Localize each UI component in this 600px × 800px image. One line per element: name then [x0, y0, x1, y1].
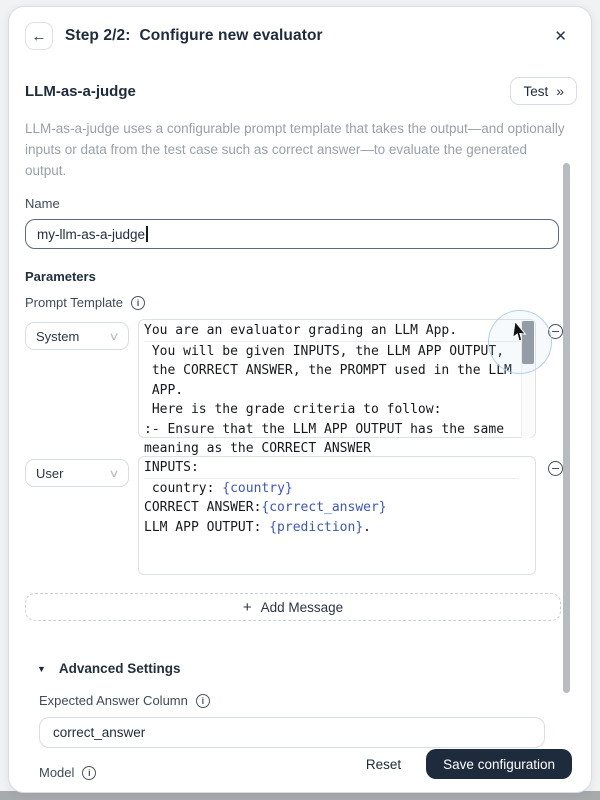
remove-message-button[interactable]: [548, 461, 563, 476]
evaluator-description: LLM-as-a-judge uses a configurable prompt template that takes the output—and optionally inputs or data from the test case such as correct answer—to evaluate the generated output.: [25, 121, 565, 178]
evaluator-header: [25, 77, 575, 105]
double-chevron-right-icon: »: [556, 83, 564, 99]
advanced-settings-label: Advanced Settings: [58, 661, 181, 676]
prompt-template-row: [25, 295, 575, 310]
save-configuration-button[interactable]: Save configuration: [426, 749, 572, 779]
info-icon[interactable]: i: [131, 296, 145, 310]
dialog-header: [25, 21, 575, 51]
minus-circle-icon: [548, 324, 563, 339]
evaluator-title: LLM-as-a-judge: [25, 82, 136, 100]
advanced-settings-toggle[interactable]: [37, 661, 180, 676]
caret-down-icon: ▼: [37, 663, 46, 674]
back-button[interactable]: [25, 22, 53, 50]
back-arrow-icon: ←: [31, 27, 47, 45]
editor-scrollbar[interactable]: [521, 321, 534, 438]
add-message-button[interactable]: [25, 593, 561, 621]
name-input[interactable]: [25, 219, 559, 249]
prompt-editor[interactable]: [138, 319, 536, 456]
prompt-messages: [25, 319, 575, 575]
add-message-label: Add Message: [260, 599, 344, 615]
prompt-editor[interactable]: [138, 456, 536, 575]
chevron-down-icon: ∨: [108, 467, 120, 480]
dialog-title-text: Configure new evaluator: [139, 27, 323, 44]
name-label: Name: [25, 196, 60, 211]
parameters-section-label: Parameters: [25, 269, 96, 284]
configure-evaluator-dialog: [8, 6, 592, 793]
model-label: Model: [39, 765, 75, 780]
dialog-title: [65, 27, 323, 45]
message-row: [25, 319, 563, 456]
expected-answer-row: [39, 693, 575, 708]
chevron-down-icon: ∨: [108, 330, 120, 343]
modal-scrollbar-thumb[interactable]: [563, 163, 570, 693]
template-variable: {country}: [222, 480, 293, 496]
prompt-template-label: Prompt Template: [25, 295, 124, 310]
template-variable: {prediction}: [269, 519, 364, 535]
test-button[interactable]: [510, 77, 577, 105]
reset-button[interactable]: Reset: [365, 756, 402, 772]
remove-message-button[interactable]: [548, 324, 563, 339]
name-input-value: my-llm-as-a-judge: [37, 226, 146, 242]
text-cursor: [146, 226, 148, 242]
test-button-label: Test: [523, 83, 549, 99]
info-icon[interactable]: i: [196, 694, 210, 708]
message-role-label: User: [36, 465, 64, 481]
prompt-editor-text: You are an evaluator grading an LLM App. You will be given INPUTS, the LLM APP OUTPUT, the CORRECT ANSWER, the PROMPT used in the LLM APP. Here is the grade criteria to follow: :- Ensure that the LLM APP OUTPUT has the same meaning as the CORRECT ANSWER: [139, 320, 535, 459]
editor-scrollbar-thumb[interactable]: [522, 321, 534, 364]
minus-circle-icon: [548, 461, 563, 476]
plus-icon: +: [242, 598, 252, 616]
message-role-select[interactable]: [25, 322, 129, 350]
close-icon: ✕: [554, 28, 567, 45]
info-icon[interactable]: i: [82, 766, 96, 780]
expected-answer-input[interactable]: [39, 717, 545, 748]
expected-answer-label: Expected Answer Column: [39, 693, 188, 708]
expected-answer-value: correct_answer: [53, 725, 146, 740]
message-role-select[interactable]: [25, 459, 129, 487]
message-row: [25, 456, 563, 575]
template-variable: {correct_answer}: [261, 500, 387, 515]
dialog-step: Step 2/2:: [65, 27, 131, 44]
close-button[interactable]: [554, 27, 567, 45]
message-role-label: System: [36, 328, 80, 344]
dialog-footer: [366, 749, 572, 779]
prompt-editor-text: INPUTS: country: {country} CORRECT ANSWER:{correct_answer} LLM APP OUTPUT: {prediction}.: [139, 457, 535, 537]
